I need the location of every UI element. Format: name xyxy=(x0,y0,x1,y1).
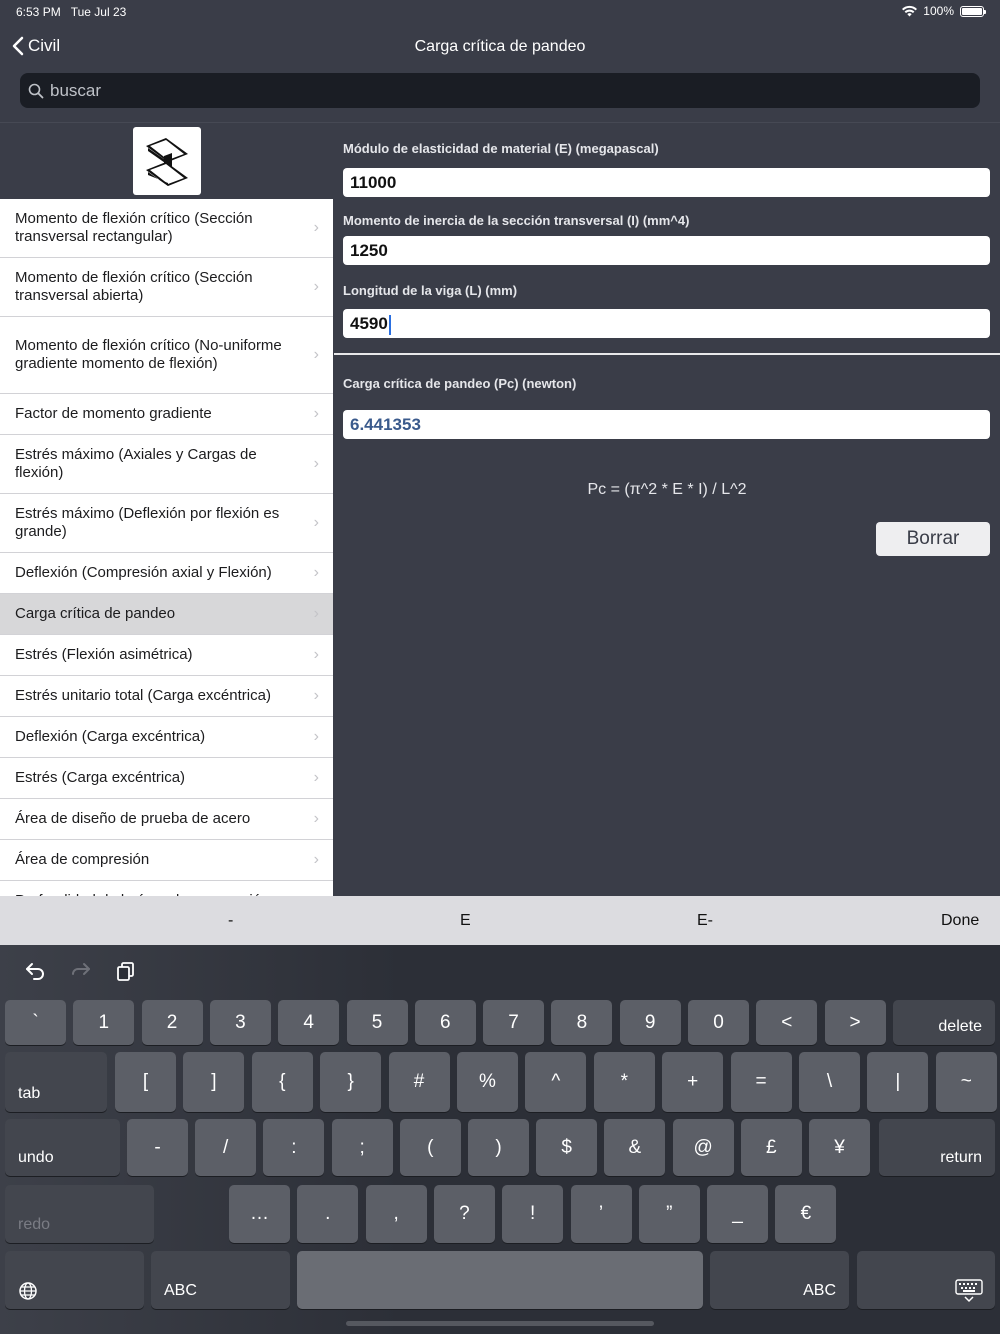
key[interactable]: ! xyxy=(502,1185,563,1243)
navigation-bar xyxy=(0,24,1000,70)
sidebar-item-label: Estrés máximo (Axiales y Cargas de flexión) xyxy=(15,446,257,481)
key[interactable]: \ xyxy=(799,1052,860,1112)
redo-icon[interactable] xyxy=(70,961,92,981)
key[interactable]: | xyxy=(867,1052,928,1112)
sidebar-item-label: Área de compresión xyxy=(15,851,150,868)
key[interactable]: # xyxy=(389,1052,450,1112)
wifi-icon xyxy=(902,6,917,17)
sidebar-item-label: Estrés máximo (Deflexión por flexión es grande) xyxy=(15,505,280,540)
key[interactable]: £ xyxy=(741,1119,802,1176)
battery-icon xyxy=(960,6,984,17)
space-key[interactable] xyxy=(297,1251,703,1309)
key[interactable]: + xyxy=(662,1052,723,1112)
key[interactable]: } xyxy=(320,1052,381,1112)
abc-left-key[interactable]: ABC xyxy=(151,1251,290,1309)
elasticity-input[interactable]: 11000 xyxy=(343,168,990,197)
key[interactable]: … xyxy=(229,1185,290,1243)
sidebar-item[interactable] xyxy=(0,840,333,881)
key[interactable]: ^ xyxy=(525,1052,586,1112)
return-key[interactable]: return xyxy=(879,1119,995,1176)
chevron-right-icon: › xyxy=(313,851,319,868)
key[interactable]: = xyxy=(731,1052,792,1112)
result-label: Carga crítica de pandeo (Pc) (newton) xyxy=(343,376,577,391)
key[interactable]: ¥ xyxy=(809,1119,870,1176)
chevron-right-icon: › xyxy=(313,514,319,531)
sidebar-item[interactable] xyxy=(0,676,333,717)
sidebar-item-label: Carga crítica de pandeo xyxy=(15,605,176,622)
sidebar-item[interactable] xyxy=(0,635,333,676)
chevron-right-icon: › xyxy=(313,455,319,472)
sidebar xyxy=(0,123,333,896)
chevron-right-icon: › xyxy=(313,769,319,786)
key[interactable]: < xyxy=(756,1000,817,1045)
sidebar-item[interactable] xyxy=(0,494,333,553)
key[interactable]: ` xyxy=(5,1000,66,1045)
sidebar-item[interactable] xyxy=(0,199,333,258)
sidebar-item-label: Estrés unitario total (Carga excéntrica) xyxy=(15,687,271,704)
inertia-input[interactable]: 1250 xyxy=(343,236,990,265)
status-time: 6:53 PM Tue Jul 23 xyxy=(16,5,127,19)
length-label: Longitud de la viga (L) (mm) xyxy=(343,283,518,298)
key[interactable]: 6 xyxy=(415,1000,476,1045)
exponent-key[interactable]: E xyxy=(460,912,471,929)
sidebar-item[interactable] xyxy=(0,799,333,840)
chevron-right-icon: › xyxy=(313,810,319,827)
clear-button[interactable]: Borrar xyxy=(876,522,990,556)
back-label: Civil xyxy=(28,36,61,55)
key[interactable]: ? xyxy=(434,1185,495,1243)
undo-key[interactable]: undo xyxy=(5,1119,120,1176)
key[interactable]: 0 xyxy=(688,1000,749,1045)
sidebar-item[interactable] xyxy=(0,758,333,799)
key[interactable]: , xyxy=(366,1185,427,1243)
key[interactable]: { xyxy=(252,1052,313,1112)
delete-key[interactable]: delete xyxy=(893,1000,995,1045)
chevron-right-icon: › xyxy=(313,278,319,295)
sidebar-item-label: Deflexión (Carga excéntrica) xyxy=(15,728,206,745)
chevron-right-icon: › xyxy=(313,564,319,581)
keyboard-accessory-bar xyxy=(0,896,1000,945)
key[interactable]: 9 xyxy=(620,1000,681,1045)
key[interactable]: 1 xyxy=(73,1000,134,1045)
abc-right-key[interactable]: ABC xyxy=(710,1251,849,1309)
key[interactable]: * xyxy=(594,1052,655,1112)
key[interactable]: ” xyxy=(639,1185,700,1243)
key[interactable]: ; xyxy=(332,1119,393,1176)
chevron-right-icon: › xyxy=(313,405,319,422)
key[interactable]: _ xyxy=(707,1185,768,1243)
key[interactable]: > xyxy=(825,1000,886,1045)
sidebar-list xyxy=(0,199,333,922)
keyboard-dismiss-icon xyxy=(955,1279,983,1303)
key[interactable]: 3 xyxy=(210,1000,271,1045)
sidebar-item-label: Momento de flexión crítico (Sección transversal rectangular) xyxy=(15,210,253,245)
sidebar-item[interactable] xyxy=(0,594,333,635)
sidebar-item-label: Área de diseño de prueba de acero xyxy=(15,810,251,827)
key[interactable]: 8 xyxy=(551,1000,612,1045)
key[interactable]: - xyxy=(127,1119,188,1176)
inertia-label: Momento de inercia de la sección transversal (I) (mm^4) xyxy=(343,213,690,228)
negative-exponent-key[interactable]: E- xyxy=(697,912,713,929)
key[interactable]: . xyxy=(297,1185,358,1243)
search-icon xyxy=(28,83,44,99)
sidebar-item[interactable] xyxy=(0,553,333,594)
key[interactable]: ) xyxy=(468,1119,529,1176)
key[interactable]: 4 xyxy=(278,1000,339,1045)
formula-text: Pc = (π^2 * E * I) / L^2 xyxy=(587,481,747,498)
sidebar-item-label: Momento de flexión crítico (Sección transversal abierta) xyxy=(15,269,253,304)
sidebar-item[interactable] xyxy=(0,258,333,317)
sidebar-item-label: Estrés (Flexión asimétrica) xyxy=(15,646,193,663)
key[interactable]: $ xyxy=(536,1119,597,1176)
result-output: 6.441353 xyxy=(343,410,990,439)
length-input[interactable] xyxy=(343,309,990,338)
home-indicator xyxy=(346,1321,654,1326)
key[interactable]: / xyxy=(195,1119,256,1176)
sidebar-logo-area xyxy=(0,123,333,199)
key[interactable]: 2 xyxy=(142,1000,203,1045)
undo-icon[interactable] xyxy=(24,961,46,981)
tab-key[interactable]: tab xyxy=(5,1052,107,1112)
steel-beam-icon xyxy=(140,134,194,188)
page-title: Carga crítica de pandeo xyxy=(414,38,586,55)
sidebar-item-label: Estrés (Carga excéntrica) xyxy=(15,769,186,786)
chevron-right-icon: › xyxy=(313,646,319,663)
key[interactable]: : xyxy=(263,1119,324,1176)
chevron-right-icon: › xyxy=(313,728,319,745)
sidebar-item-label: Momento de flexión crítico (No-uniforme gradiente momento de flexión) xyxy=(15,337,282,372)
key[interactable]: & xyxy=(604,1119,665,1176)
key[interactable]: € xyxy=(775,1185,836,1243)
redo-key[interactable]: redo xyxy=(5,1185,154,1243)
calculator-panel xyxy=(334,123,1000,896)
chevron-right-icon: › xyxy=(313,346,319,363)
key[interactable]: ( xyxy=(400,1119,461,1176)
key[interactable]: 7 xyxy=(483,1000,544,1045)
sidebar-item[interactable] xyxy=(0,435,333,494)
key[interactable]: ] xyxy=(183,1052,244,1112)
globe-key[interactable] xyxy=(5,1251,144,1309)
key[interactable]: ’ xyxy=(571,1185,632,1243)
chevron-right-icon: › xyxy=(313,605,319,622)
elasticity-label: Módulo de elasticidad de material (E) (megapascal) xyxy=(343,141,659,156)
text-cursor xyxy=(389,315,391,335)
sidebar-item[interactable] xyxy=(0,717,333,758)
battery-percent: 100% xyxy=(923,4,954,18)
key[interactable]: 5 xyxy=(347,1000,408,1045)
key[interactable]: @ xyxy=(673,1119,734,1176)
keyboard xyxy=(0,945,1000,1334)
status-right xyxy=(902,4,984,18)
chevron-right-icon: › xyxy=(313,687,319,704)
key[interactable]: [ xyxy=(115,1052,176,1112)
globe-icon xyxy=(18,1281,38,1301)
keyboard-shortcuts xyxy=(24,961,136,981)
sidebar-item-label: Factor de momento gradiente xyxy=(15,405,212,422)
key[interactable]: % xyxy=(457,1052,518,1112)
paste-icon[interactable] xyxy=(116,961,136,981)
length-value: 4590 xyxy=(350,314,388,333)
section-divider xyxy=(334,353,1000,355)
steel-beam-logo xyxy=(133,127,201,195)
sidebar-item-label: Deflexión (Compresión axial y Flexión) xyxy=(15,564,272,581)
minus-key[interactable]: - xyxy=(228,912,234,929)
sidebar-item[interactable] xyxy=(0,317,333,394)
key[interactable]: ~ xyxy=(936,1052,997,1112)
sidebar-item[interactable] xyxy=(0,394,333,435)
search-placeholder: buscar xyxy=(50,80,102,100)
chevron-right-icon: › xyxy=(313,219,319,236)
hide-keyboard-key[interactable] xyxy=(857,1251,995,1309)
search-input[interactable] xyxy=(20,73,980,108)
done-button[interactable]: Done xyxy=(941,912,980,929)
status-bar xyxy=(0,0,1000,24)
